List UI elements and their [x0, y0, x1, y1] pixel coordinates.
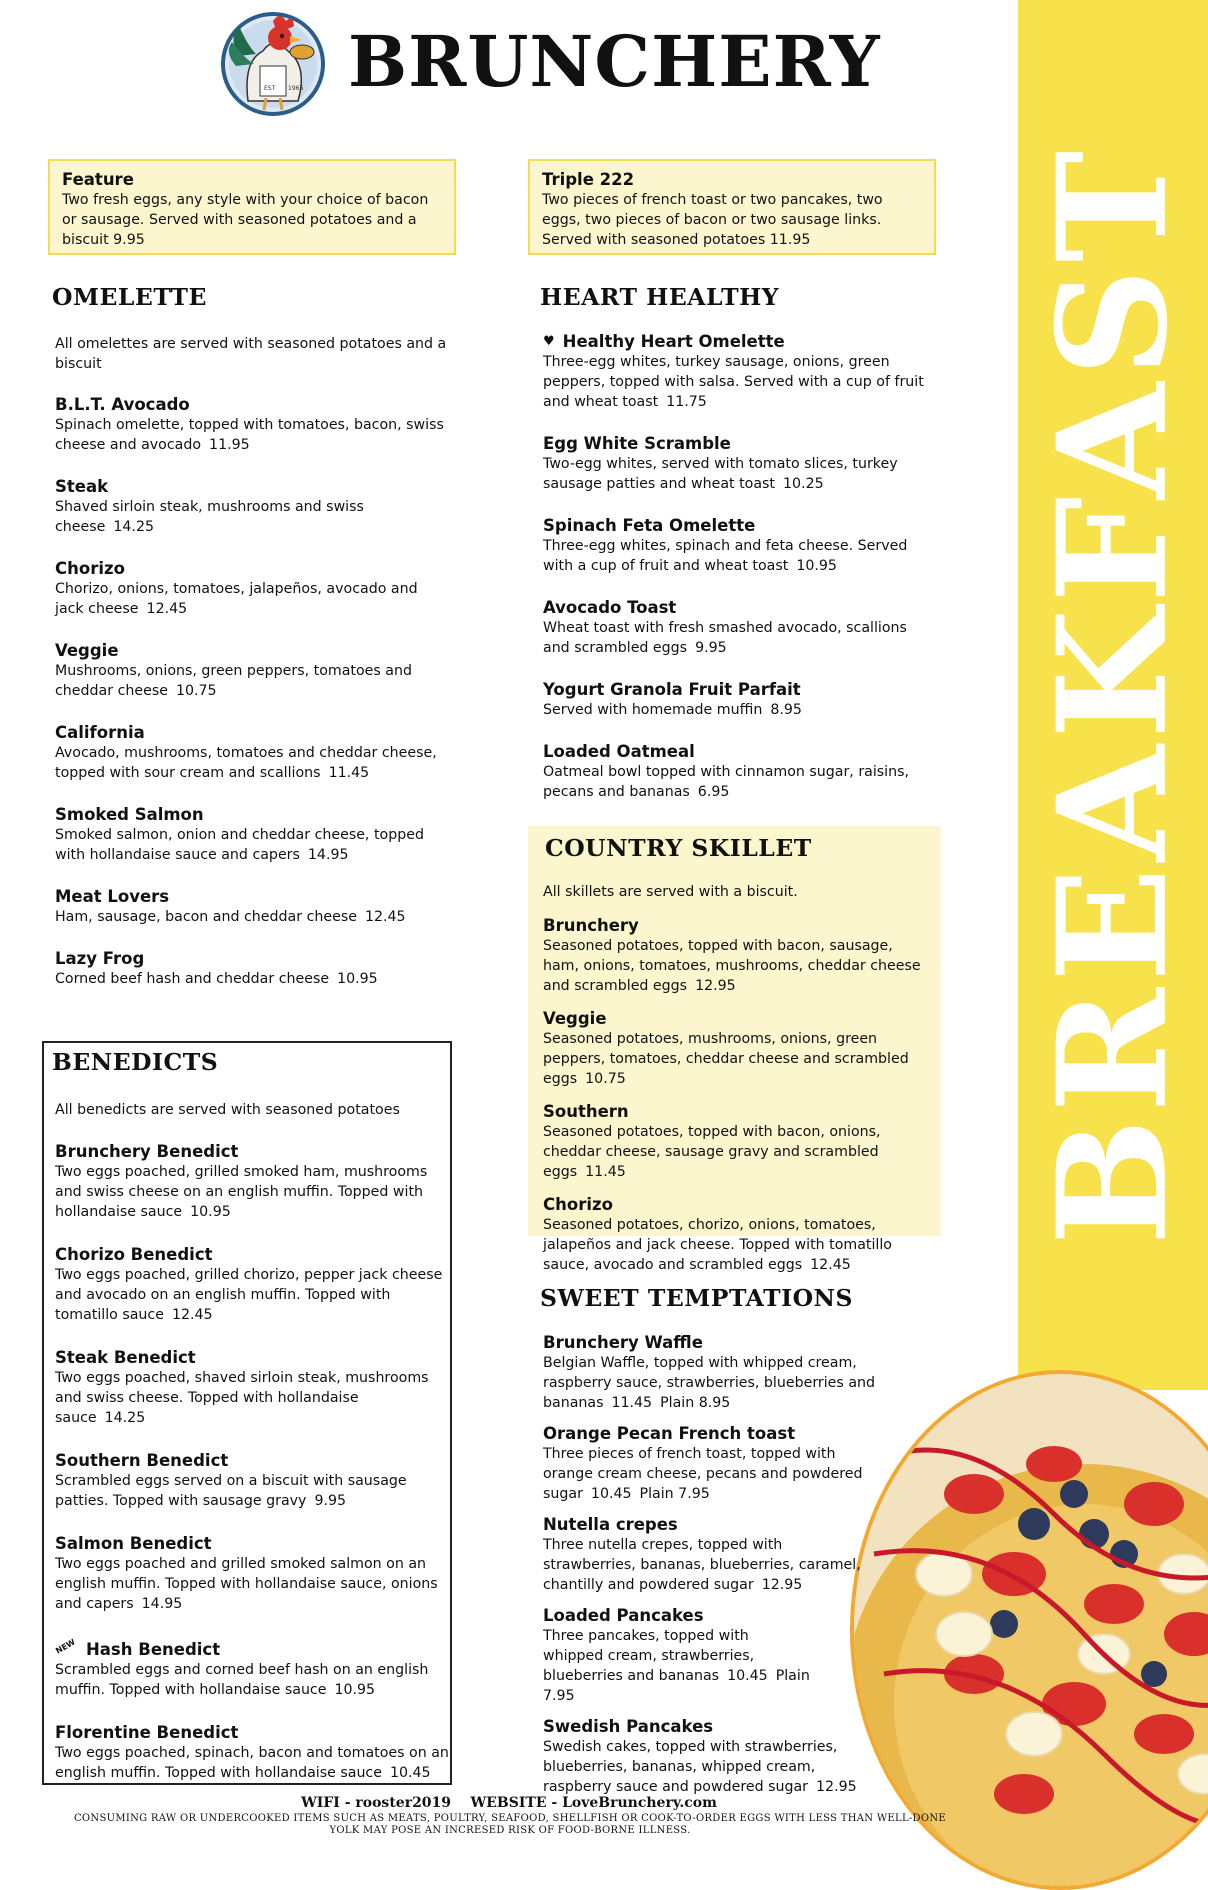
- feature-desc: Two fresh eggs, any style with your choice of bacon or sausage. Served with seasoned potatoes and a biscuit 9.95: [62, 192, 429, 248]
- menu-item: ♥ Healthy Heart Omelette Three-egg whites, turkey sausage, onions, green peppers, topped with salsa. Served with a cup of fruit and wheat toast 11.75: [543, 332, 924, 410]
- wifi-info: WIFI - rooster2019: [301, 1795, 452, 1811]
- menu-item: Orange Pecan French toast Three pieces of french toast, topped with orange cream cheese, pecans and powdered sugar 10.45 Plain 7.95: [543, 1424, 863, 1502]
- menu-item: Chorizo Seasoned potatoes, chorizo, onions, tomatoes, jalapeños and jack cheese. Topped with tomatillo sauce, avocado and scrambled eggs 12.45: [543, 1195, 892, 1273]
- footer-info: [0, 1794, 1018, 1812]
- omelette-heading: OMELETTE: [52, 283, 207, 311]
- banner-text: BREAKFAST: [1025, 144, 1201, 1246]
- sweet-temptations-list: [543, 1332, 928, 1817]
- logo-est-text: EST: [264, 85, 276, 92]
- logo-year-text: 1966: [288, 85, 304, 92]
- omelette-intro: All omelettes are served with seasoned potatoes and a biscuit: [55, 336, 447, 372]
- menu-item: Veggie Seasoned potatoes, mushrooms, onions, green peppers, tomatoes, cheddar cheese and scrambled eggs 10.75: [543, 1009, 909, 1087]
- menu-item: Salmon Benedict Two eggs poached and grilled smoked salmon on an english muffin. Topped with hollandaise sauce, onions and capers 14.95: [55, 1534, 438, 1612]
- menu-item: Spinach Feta Omelette Three-egg whites, spinach and feta cheese. Served with a cup of fruit and wheat toast 10.95: [543, 516, 908, 574]
- heart-healthy-list: [543, 331, 933, 822]
- menu-item: Loaded Pancakes Three pancakes, topped with whipped cream, strawberries, blueberries and bananas 10.45 Plain 7.95: [543, 1606, 810, 1704]
- menu-item: Florentine Benedict Two eggs poached, spinach, bacon and tomatoes on an english muffin. Topped with hollandaise sauce 10.45: [55, 1723, 449, 1781]
- menu-item: Nutella crepes Three nutella crepes, topped with strawberries, bananas, blueberries, caramel, chantilly and powdered sugar 12.95: [543, 1515, 861, 1593]
- benedicts-list: [55, 1141, 450, 1803]
- menu-item: Veggie Mushrooms, onions, green peppers, tomatoes and cheddar cheese 10.75: [55, 641, 412, 699]
- benedicts-heading: BENEDICTS: [52, 1048, 219, 1076]
- menu-item: Brunchery Benedict Two eggs poached, grilled smoked ham, mushrooms and swiss cheese on an english muffin. Topped with hollandaise sauce 10.95: [55, 1142, 428, 1220]
- feature-price: 9.95: [113, 232, 145, 248]
- menu-item: Loaded Oatmeal Oatmeal bowl topped with cinnamon sugar, raisins, pecans and bananas 6.95: [543, 742, 910, 800]
- menu-item: Smoked Salmon Smoked salmon, onion and cheddar cheese, topped with hollandaise sauce and capers 14.95: [55, 805, 424, 863]
- menu-item: Chorizo Benedict Two eggs poached, grilled chorizo, pepper jack cheese and avocado on an english muffin. Topped with tomatillo sauce 12.45: [55, 1245, 443, 1323]
- menu-item: Brunchery Waffle Belgian Waffle, topped with whipped cream, raspberry sauce, strawberries, blueberries and bananas 11.45 Plain 8.95: [543, 1333, 876, 1411]
- menu-item: Southern Seasoned potatoes, topped with bacon, onions, cheddar cheese, sausage gravy and scrambled eggs 11.45: [543, 1102, 881, 1180]
- menu-item: Chorizo Chorizo, onions, tomatoes, jalapeños, avocado and jack cheese 12.45: [55, 559, 418, 617]
- country-skillet-heading: COUNTRY SKILLET: [545, 834, 812, 862]
- sweet-temptations-heading: SWEET TEMPTATIONS: [540, 1284, 853, 1312]
- website-link[interactable]: WEBSITE - LoveBrunchery.com: [470, 1795, 717, 1811]
- menu-item: Meat Lovers Ham, sausage, bacon and cheddar cheese 12.45: [55, 887, 406, 925]
- heart-healthy-heading: HEART HEALTHY: [540, 283, 780, 311]
- triple-222-price: 11.95: [769, 232, 811, 248]
- feature-title: Feature: [62, 170, 134, 189]
- brand-title: BRUNCHERY: [348, 20, 881, 103]
- menu-item: NEW Hash Benedict Scrambled eggs and corned beef hash on an english muffin. Topped with hollandaise sauce 10.95: [55, 1636, 450, 1700]
- country-skillet-intro: All skillets are served with a biscuit.: [543, 884, 798, 900]
- menu-item: Steak Benedict Two eggs poached, shaved sirloin steak, mushrooms and swiss cheese. Topped with hollandaise sauce 14.25: [55, 1348, 429, 1426]
- benedicts-intro: All benedicts are served with seasoned potatoes: [55, 1102, 400, 1118]
- menu-item: Brunchery Seasoned potatoes, topped with bacon, sausage, ham, onions, tomatoes, mushrooms, cheddar cheese and scrambled eggs 12.95: [543, 916, 921, 994]
- rooster-logo: [218, 6, 328, 118]
- menu-item: Egg White Scramble Two-egg whites, served with tomato slices, turkey sausage patties and wheat toast 10.25: [543, 434, 898, 492]
- menu-item: Southern Benedict Scrambled eggs served on a biscuit with sausage patties. Topped with sausage gravy 9.95: [55, 1451, 407, 1509]
- breakfast-banner: [1018, 0, 1208, 1390]
- triple-222-desc: Two pieces of french toast or two pancakes, two eggs, two pieces of bacon or two sausage links. Served with seasoned potatoes 11.95: [542, 192, 883, 248]
- triple-222-box: [528, 159, 936, 255]
- heart-icon: ♥: [543, 334, 555, 349]
- triple-222-title: Triple 222: [542, 170, 635, 189]
- menu-item: Avocado Toast Wheat toast with fresh smashed avocado, scallions and scrambled eggs 9.95: [543, 598, 907, 656]
- menu-item: Swedish Pancakes Swedish cakes, topped with strawberries, blueberries, bananas, whipped cream, raspberry sauce and powdered sugar 12.95: [543, 1717, 857, 1795]
- menu-item: California Avocado, mushrooms, tomatoes and cheddar cheese, topped with sour cream and scallions 11.45: [55, 723, 437, 781]
- menu-item: Yogurt Granola Fruit Parfait Served with homemade muffin 8.95: [543, 680, 802, 718]
- menu-item: Lazy Frog Corned beef hash and cheddar cheese 10.95: [55, 949, 378, 987]
- menu-item: Steak Shaved sirloin steak, mushrooms and swiss cheese 14.25: [55, 477, 364, 535]
- health-warning: CONSUMING RAW OR UNDERCOOKED ITEMS SUCH AS MEATS, POULTRY, SEAFOOD, SHELLFISH OR COOK-TO-ORDER EGGS WITH LESS THAN WELL-DONE YOLK MAY POSE AN INCRESED RISK OF FOOD-BORNE ILLNESS.: [73, 1813, 947, 1836]
- feature-box: [48, 159, 456, 255]
- omelette-list: [55, 394, 447, 1009]
- new-badge: NEW: [54, 1637, 77, 1656]
- country-skillet-list: [543, 915, 933, 1295]
- menu-item: B.L.T. Avocado Spinach omelette, topped with tomatoes, bacon, swiss cheese and avocado 11.95: [55, 395, 444, 453]
